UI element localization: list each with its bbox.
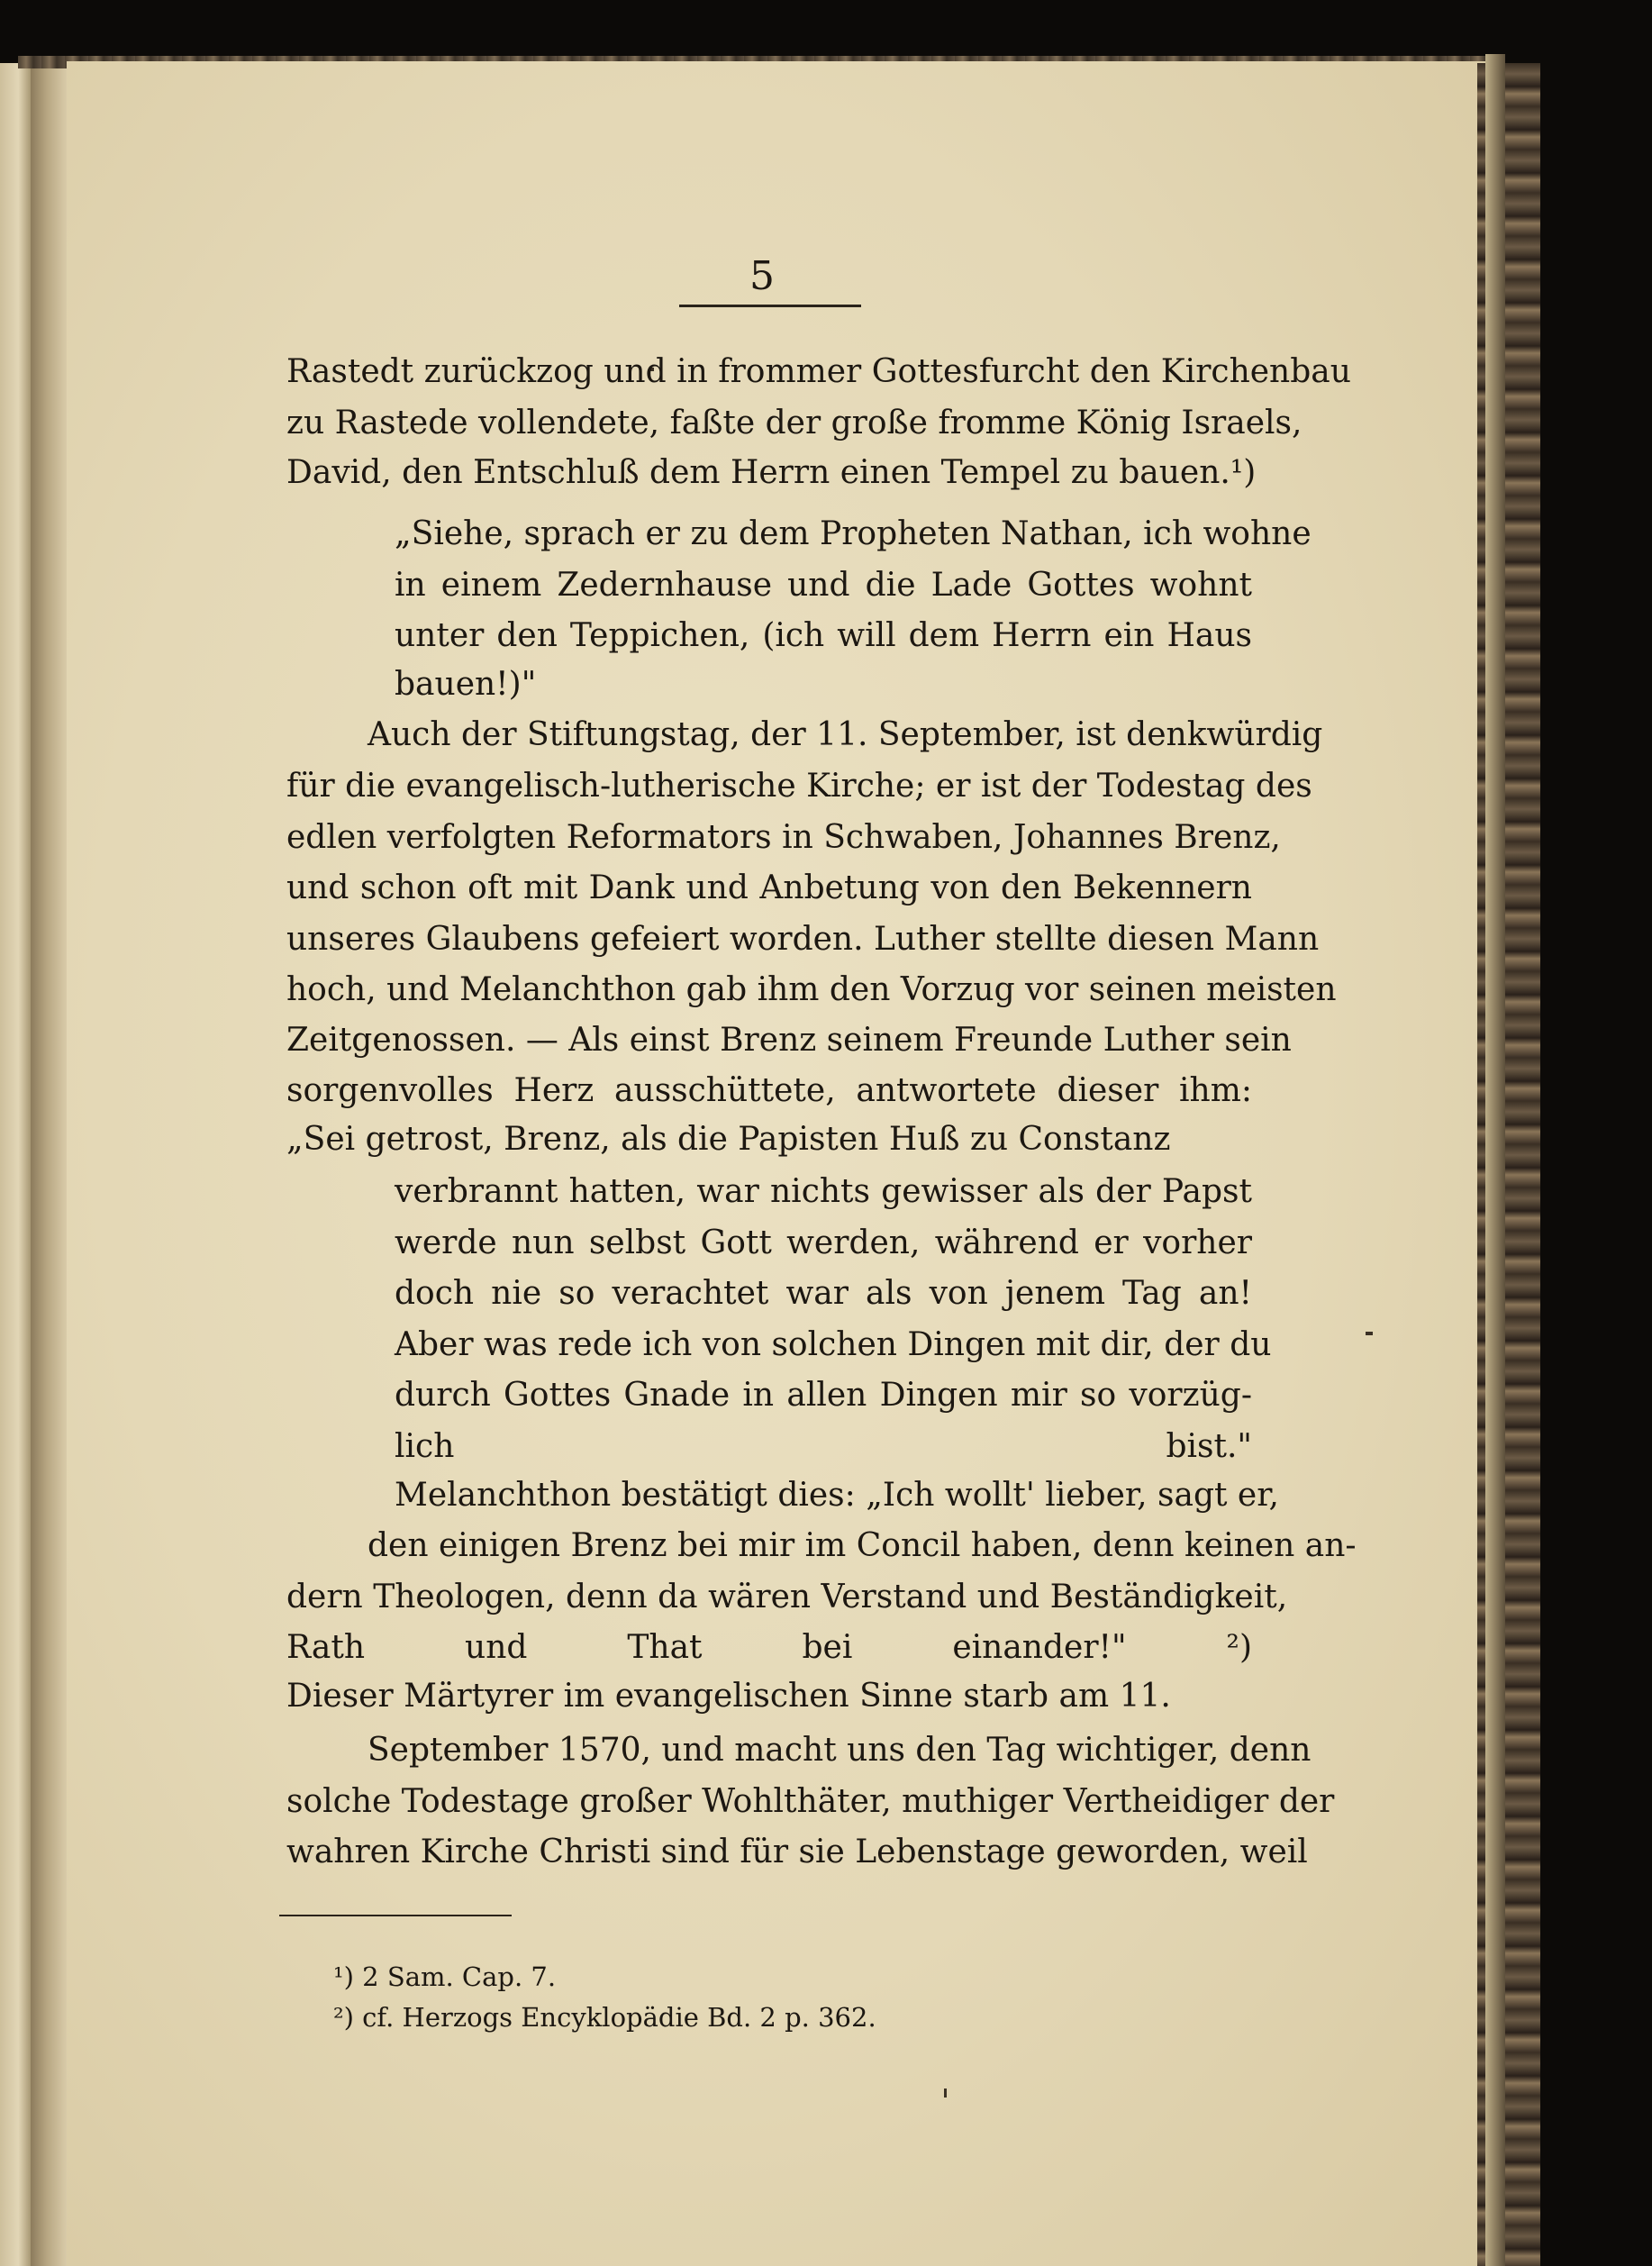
text-line: September 1570, und macht uns den Tag wichtiger, denn xyxy=(368,1732,1312,1769)
footnote: ¹) 2 Sam. Cap. 7. xyxy=(333,1961,557,1992)
text-line: wahren Kirche Christi sind für sie Lebenstage geworden, weil xyxy=(286,1834,1308,1870)
quote-line: doch nie so verachtet war als von jenem Tag an! xyxy=(395,1275,1252,1312)
footnote: ²) cf. Herzogs Encyklopädie Bd. 2 p. 362. xyxy=(333,2002,876,2033)
quote-line: Melanchthon bestätigt dies: „Ich wollt' lieber, sagt er, xyxy=(395,1477,1279,1514)
quote-line: lich bist." xyxy=(395,1428,1252,1465)
text-line: dern Theologen, denn da wären Verstand und Beständigkeit, xyxy=(286,1579,1288,1615)
footnote-rule xyxy=(279,1915,512,1916)
quote-line: „Siehe, sprach er zu dem Propheten Nathan, ich wohne xyxy=(395,515,1312,552)
page-number: 5 xyxy=(749,253,775,299)
text-line: Dieser Märtyrer im evangelischen Sinne starb am 11. xyxy=(286,1678,1171,1715)
text-line: Zeitgenossen. — Als einst Brenz seinem Freunde Luther sein xyxy=(286,1022,1292,1059)
text-line: edlen verfolgten Reformators in Schwaben, Johannes Brenz, xyxy=(286,819,1281,856)
quote-line: durch Gottes Gnade in allen Dingen mir so vorzüg- xyxy=(395,1377,1252,1414)
text-line: David, den Entschluß dem Herrn einen Tempel zu bauen.¹) xyxy=(286,454,1257,491)
text-line: zu Rastede vollendete, faßte der große fromme König Israels, xyxy=(286,405,1303,441)
text-line: solche Todestage großer Wohlthäter, muthiger Vertheidiger der xyxy=(286,1783,1335,1820)
text-line: und schon oft mit Dank und Anbetung von den Bekennern xyxy=(286,869,1252,906)
quote-line: verbrannt hatten, war nichts gewisser als der Papst xyxy=(395,1173,1252,1210)
text-line: für die evangelisch-lutherische Kirche; er ist der Todestag des xyxy=(286,768,1312,805)
quote-line: unter den Teppichen, (ich will dem Herrn ein Haus xyxy=(395,617,1252,654)
text-line: „Sei getrost, Brenz, als die Papisten Huß zu Constanz xyxy=(286,1121,1171,1158)
quote-line: in einem Zedernhause und die Lade Gottes wohnt xyxy=(395,567,1252,604)
quote-line: werde nun selbst Gott werden, während er vorher xyxy=(395,1224,1252,1261)
header-rule xyxy=(679,305,861,307)
text-line: sorgenvolles Herz ausschüttete, antwortete dieser ihm: xyxy=(286,1072,1252,1109)
text-line: hoch, und Melanchthon gab ihm den Vorzug vor seinen meisten xyxy=(286,971,1337,1008)
text-line: Rastedt zurückzog und in frommer Gottesfurcht den Kirchenbau xyxy=(286,353,1351,390)
quote-line: Aber was rede ich von solchen Dingen mit dir, der du xyxy=(395,1326,1272,1363)
text-line: unseres Glaubens gefeiert worden. Luther stellte diesen Mann xyxy=(286,921,1320,958)
text-line: Auch der Stiftungstag, der 11. September, ist denkwürdig xyxy=(368,716,1323,753)
text-line: den einigen Brenz bei mir im Concil haben, denn keinen an- xyxy=(368,1527,1357,1564)
quote-line: bauen!)" xyxy=(395,666,537,703)
text-line: Rath und That bei einander!" ²) xyxy=(286,1629,1252,1666)
